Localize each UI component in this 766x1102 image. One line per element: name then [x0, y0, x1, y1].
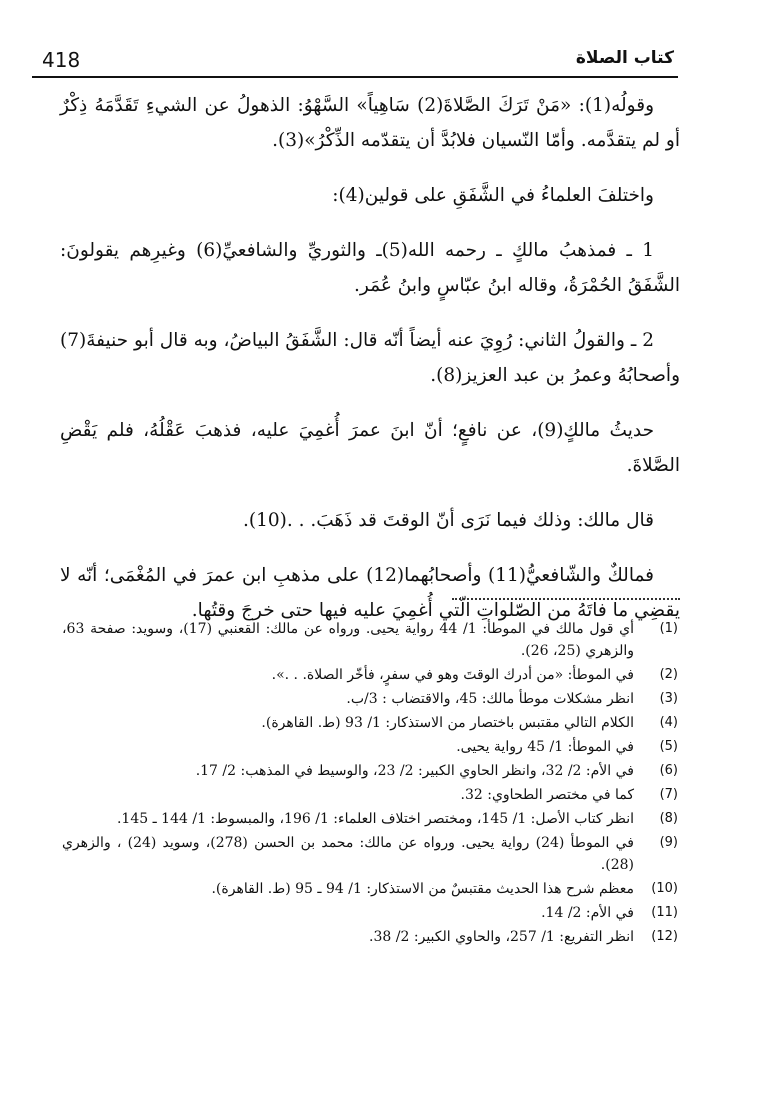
footnote [62, 832, 678, 876]
footnote-number: (11) [651, 905, 678, 920]
paragraph: قال مالك: وذلك فيما نَرَى أنّ الوقتَ قد ذَهَبَ. . .(10). [242, 510, 654, 531]
footnotes [62, 618, 678, 950]
footnote-text: في الأم: 2/ 32، وانظر الحاوي الكبير: 2/ 23، والوسيط في المذهب: 2/ 17. [195, 763, 634, 779]
footnote [62, 618, 678, 662]
footnote-text: في الموطأ (24) رواية يحيى. ورواه عن مالك: محمد بن الحسن (278)، وسويد (24) ، والزهري (28). [62, 835, 634, 873]
footnote-separator [452, 598, 680, 600]
footnote-text: انظر التفريع: 1/ 257، والحاوي الكبير: 2/ 38. [369, 929, 634, 945]
paragraph: 2 ـ والقولُ الثاني: رُوِيَ عنه أيضاً أنّه قال: الشَّفَقُ البياضُ، وبه قال أبو حنيفةَ(7) وأصحابُهُ وعمرُ بن عبد العزيز(8). [60, 330, 680, 386]
footnote [62, 760, 678, 782]
footnote [62, 926, 678, 948]
page-number: 418 [42, 48, 81, 72]
footnote [62, 688, 678, 710]
footnote [62, 712, 678, 734]
paragraph: حديثُ مالكٍ(9)، عن نافعٍ؛ أنّ ابنَ عمرَ أُغمِيَ عليه، فذهبَ عَقْلُهُ، فلم يَقْضِ الصَّلاةَ. [60, 420, 680, 476]
footnote-number: (6) [659, 763, 678, 778]
footnote-text: في الموطأ: «من أدرك الوقتَ وهو في سفرٍ، فأخّر الصلاة. . .». [271, 667, 634, 683]
paragraph: واختلفَ العلماءُ في الشَّفَقِ على قولين(4): [332, 185, 654, 206]
footnote [62, 664, 678, 686]
footnote-number: (4) [659, 715, 678, 730]
footnote-number: (12) [651, 929, 678, 944]
footnote-number: (5) [659, 739, 678, 754]
footnote-text: معظم شرح هذا الحديث مقتبسٌ من الاستذكار: 1/ 94 ـ 95 (ط. القاهرة). [211, 881, 634, 897]
main-text [60, 88, 680, 648]
book-title: كتاب الصلاة [575, 48, 674, 68]
footnote-text: في الموطأ: 1/ 45 رواية يحيى. [456, 739, 634, 755]
page-header [32, 46, 678, 78]
footnote [62, 808, 678, 830]
paragraph: 1 ـ فمذهبُ مالكٍ ـ رحمه الله(5)ـ والثوريِّ والشافعيِّ(6) وغيرِهم يقولونَ: الشَّفَقُ الحُمْرَةُ، وقاله ابنُ عبّاسٍ وابنُ عُمَر. [60, 240, 680, 296]
footnote-number: (1) [659, 621, 678, 636]
footnote [62, 902, 678, 924]
footnote-text: انظر مشكلات موطأ مالك: 45، والاقتضاب : 3/ب. [346, 691, 634, 707]
footnote-number: (2) [659, 667, 678, 682]
footnote-number: (9) [659, 835, 678, 850]
footnote-number: (3) [659, 691, 678, 706]
footnote [62, 878, 678, 900]
paragraph: وقولُه(1): «مَنْ تَرَكَ الصَّلاةَ(2) سَاهِياً» السَّهْوُ: الذهولُ عن الشيءِ تَقَدَّمَهُ ذِكْرٌ أو لم يتقدَّمه. وأمّا النّسيان فلابُدَّ أن يتقدّمه الذِّكْرُ»(3). [60, 95, 680, 151]
footnote [62, 736, 678, 758]
paragraph: فمالكٌ والشّافعيُّ(11) وأصحابُهما(12) على مذهبِ ابن عمرَ في المُغْمَى؛ أنّه لا يقضِي ما فاتَهُ من الصّلواتِ الّتي أُغمِيَ عليه فيها حتى خرجَ وقتُها. [60, 565, 680, 621]
footnote-number: (10) [651, 881, 678, 896]
footnote-text: انظر كتاب الأصل: 1/ 145، ومختصر اختلاف العلماء: 1/ 196، والمبسوط: 1/ 144 ـ 145. [116, 811, 634, 827]
footnote-text: الكلام التالي مقتبس باختصار من الاستذكار: 1/ 93 (ط. القاهرة). [261, 715, 634, 731]
footnote-text: أي قول مالك في الموطأ: 1/ 44 رواية يحيى. ورواه عن مالك: القعنبي (17)، وسويد: صفحة 63، والزهري (25، 26). [62, 621, 634, 659]
footnote [62, 784, 678, 806]
footnote-text: في الأم: 2/ 14. [541, 905, 634, 921]
footnote-number: (8) [659, 811, 678, 826]
footnote-text: كما في مختصر الطحاوي: 32. [460, 787, 634, 803]
footnote-number: (7) [659, 787, 678, 802]
